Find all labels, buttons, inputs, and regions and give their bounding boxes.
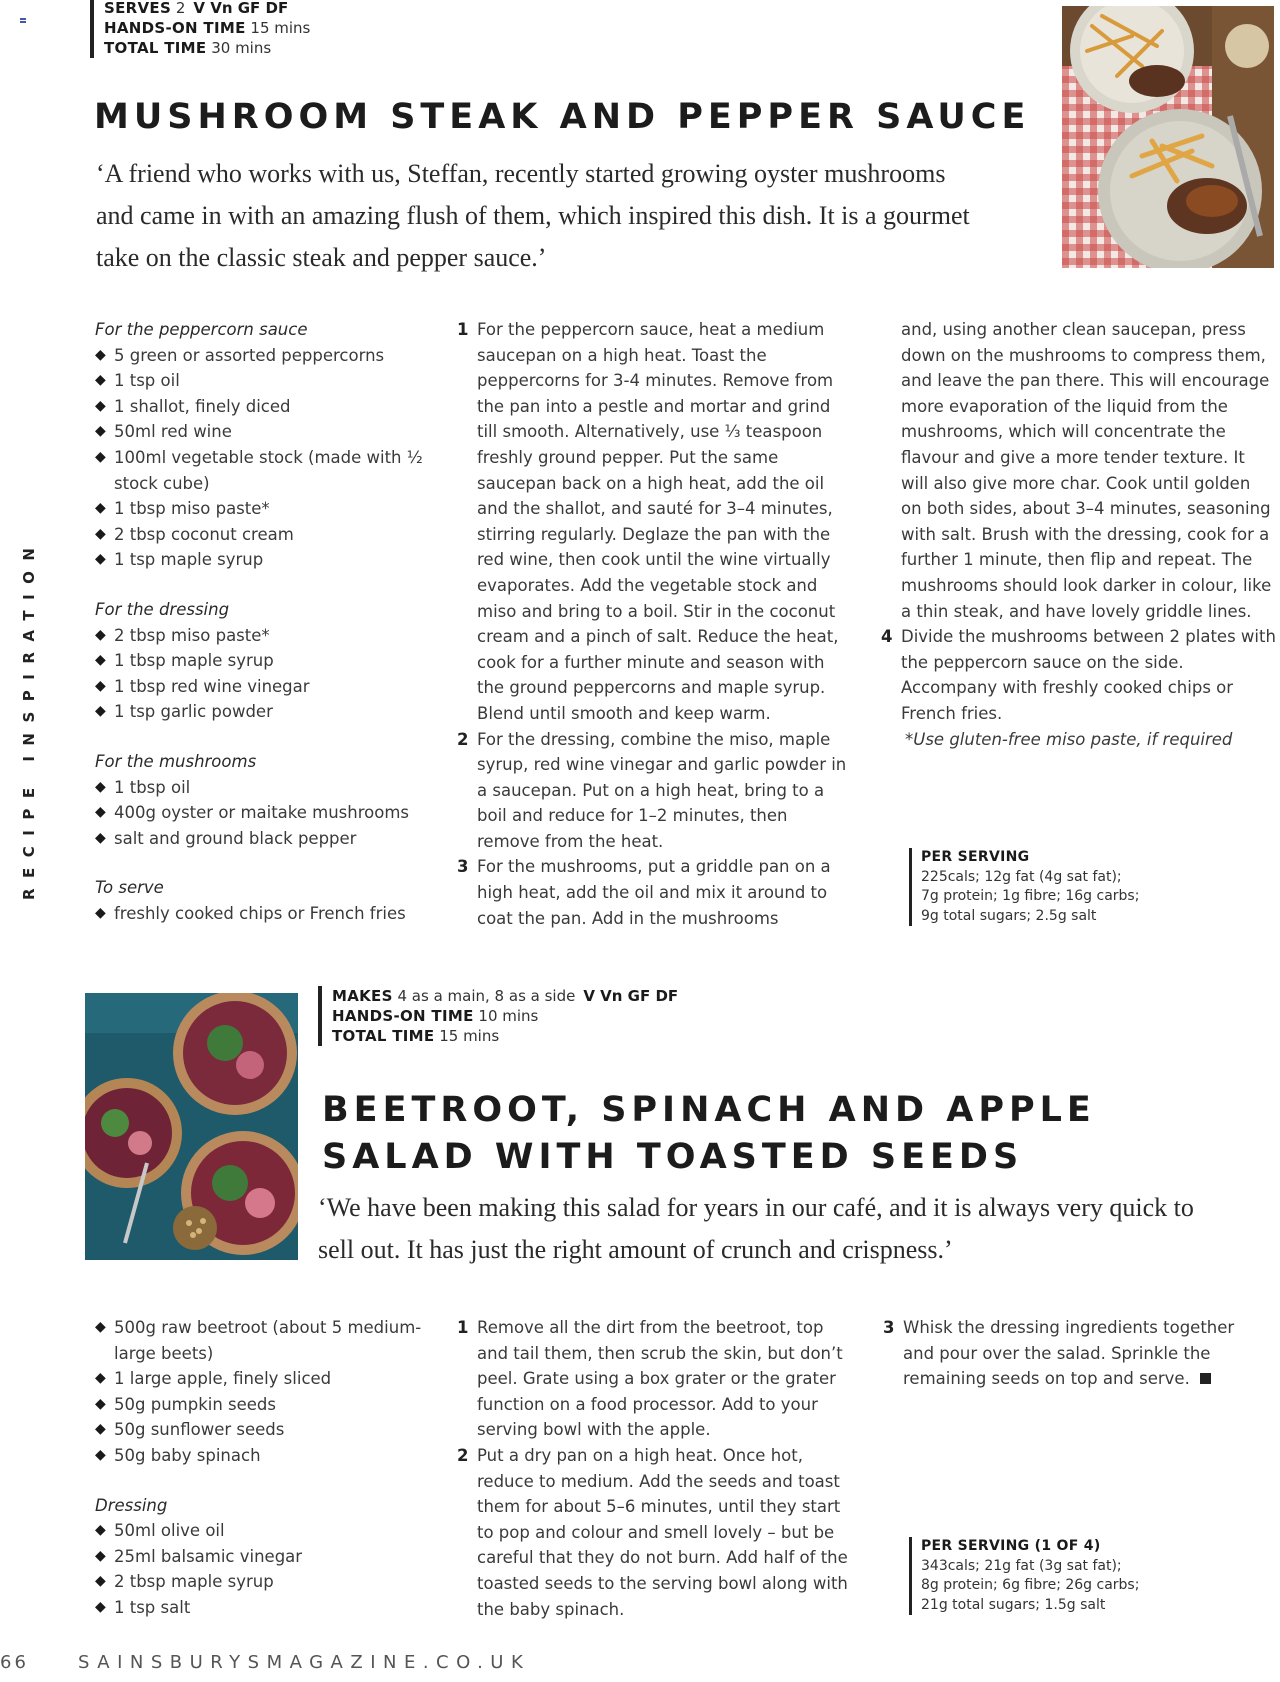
ingredient-item: ◆ 1 tsp salt xyxy=(95,1595,435,1621)
method-step xyxy=(457,1315,852,1443)
method-step xyxy=(457,854,852,931)
recipe2-method xyxy=(457,1315,852,1622)
recipe2-title-line: BEETROOT, SPINACH AND APPLE xyxy=(322,1090,1096,1130)
step-text: For the mushrooms, put a griddle pan on a high heat, add the oil and mix it around to coat the pan. Add in the mushrooms xyxy=(477,857,831,928)
nutrition-line: 21g total sugars; 1.5g salt xyxy=(921,1596,1106,1613)
ingredient-item: ◆ 50g pumpkin seeds xyxy=(95,1392,435,1418)
recipe1-intro: ‘A friend who works with us, Steffan, recently started growing oyster mushrooms and came in with an amazing flush of them, which inspired this dish. It is a gourmet take on the classic steak and pepper sauce.’ xyxy=(96,159,970,272)
ingredient-item: ◆ freshly cooked chips or French fries xyxy=(95,901,435,927)
beetroot-salad-bowls-photo xyxy=(85,993,298,1260)
step-number: 3 xyxy=(457,857,469,877)
recipe-footnote: *Use gluten-free miso paste, if required xyxy=(905,729,1233,749)
ingredient-item: ◆ 400g oyster or maitake mushrooms xyxy=(95,800,435,826)
step-text: For the peppercorn sauce, heat a medium saucepan on a high heat. Toast the peppercorns for 3-4 minutes. Remove from the pan into a pestle and mortar and grind till smooth. Alternatively, use ⅓ teaspoon freshly ground pepper. Put the same saucepan back on a high heat, add the oil and the shallot, and sauté for 3–4 minutes, stirring regularly. Deglaze the pan with the red wine, then cook until the wine virtually evaporates. Add the vegetable stock and miso and bring to a boil. Stir in the coconut cream and a pinch of salt. Reduce the heat, cook for a further minute and season with the ground peppercorns and maple syrup. Blend until smooth and keep warm. xyxy=(477,320,839,723)
recipe2-title xyxy=(322,1087,1096,1181)
recipe2-intro: ‘We have been making this salad for years in our café, and it is always very quick to sell out. It has just the right amount of crunch and crispness.’ xyxy=(318,1193,1194,1264)
ingredient-item: ◆ 5 green or assorted peppercorns xyxy=(95,343,435,369)
step-text: Put a dry pan on a high heat. Once hot, reduce to medium. Add the seeds and toast them for about 5–6 minutes, until they start to pop and colour and smell lovely – but be careful that they do not burn. Add half of the toasted seeds to the serving bowl along with the baby spinach. xyxy=(477,1445,848,1619)
site-url[interactable]: SAINSBURYSMAGAZINE.CO.UK xyxy=(78,1652,531,1673)
step-number: 2 xyxy=(457,1445,469,1465)
nutrition-heading: PER SERVING xyxy=(921,849,1030,865)
ingredient-item: ◆ 1 tsp oil xyxy=(95,368,435,394)
recipe2-ingredients xyxy=(95,1315,435,1645)
ingredient-item: ◆ 1 tsp garlic powder xyxy=(95,699,435,725)
ingredient-group-heading: For the peppercorn sauce xyxy=(95,320,308,339)
ingredient-group-heading: To serve xyxy=(95,878,164,898)
ingredient-item: ◆ 2 tbsp maple syrup xyxy=(95,1569,435,1595)
ingredient-item: ◆ 1 tsp maple syrup xyxy=(95,547,435,573)
recipe1-method-continued xyxy=(881,317,1276,752)
nutrition-line: 7g protein; 1g fibre; 16g carbs; xyxy=(921,888,1140,904)
ingredient-group xyxy=(95,875,435,926)
recipe1-nutrition xyxy=(909,848,1139,926)
step-number: 1 xyxy=(457,1318,469,1337)
nutrition-line: 9g total sugars; 2.5g salt xyxy=(921,907,1097,924)
recipe2-nutrition xyxy=(909,1537,1139,1615)
ingredient-item: ◆ 50ml olive oil xyxy=(95,1518,435,1544)
end-square-icon xyxy=(1200,1373,1211,1384)
method-step xyxy=(881,624,1276,726)
nutrition-line: 225cals; 12g fat (4g sat fat); xyxy=(921,868,1122,885)
method-step xyxy=(883,1315,1263,1392)
recipe1-ingredients xyxy=(95,317,435,950)
nutrition-heading: PER SERVING (1 OF 4) xyxy=(921,1538,1101,1554)
recipe2-title-line: SALAD WITH TOASTED SEEDS xyxy=(322,1137,1024,1177)
corner-mark-icon xyxy=(20,18,26,26)
ingredient-group-heading: For the mushrooms xyxy=(95,751,257,771)
step-number: 4 xyxy=(881,627,893,647)
ingredient-item: ◆ 1 large apple, finely sliced xyxy=(95,1366,435,1392)
recipe1-title: MUSHROOM STEAK AND PEPPER SAUCE xyxy=(94,97,1031,137)
ingredient-group xyxy=(95,1315,435,1469)
ingredient-group xyxy=(95,1493,435,1621)
step-number: 2 xyxy=(457,729,469,749)
method-step xyxy=(457,1443,852,1622)
ingredient-item: ◆ 1 tbsp oil xyxy=(95,775,435,801)
ingredient-item: ◆ 1 tbsp maple syrup xyxy=(95,648,435,674)
mushroom-steak-with-chips-photo xyxy=(1062,6,1274,268)
section-side-label: RECIPE INSPIRATION xyxy=(20,537,38,900)
ingredient-item: ◆ 100ml vegetable stock (made with ½ stock cube) xyxy=(95,445,435,496)
step-text: Whisk the dressing ingredients together and pour over the salad. Sprinkle the remaining seeds on top and serve. xyxy=(903,1318,1235,1389)
ingredient-group xyxy=(95,597,435,725)
ingredient-item: ◆ 50g baby spinach xyxy=(95,1443,435,1469)
step-text: Divide the mushrooms between 2 plates with the peppercorn sauce on the side. Accompany with freshly cooked chips or French fries. xyxy=(901,627,1276,723)
ingredient-item: ◆ 1 shallot, finely diced xyxy=(95,394,435,420)
ingredient-item: ◆ 1 tbsp red wine vinegar xyxy=(95,674,435,700)
ingredient-item: ◆ 1 tbsp miso paste* xyxy=(95,496,435,522)
step-text: For the dressing, combine the miso, maple syrup, red wine vinegar and garlic powder in a saucepan. Put on a high heat, bring to a boil and reduce for 1–2 minutes, then remove from the heat. xyxy=(477,729,847,851)
step-number: 1 xyxy=(457,320,469,339)
ingredient-group-heading: Dressing xyxy=(95,1495,168,1515)
ingredient-item: ◆ 2 tbsp coconut cream xyxy=(95,522,435,548)
ingredient-item: ◆ salt and ground black pepper xyxy=(95,826,435,852)
method-step xyxy=(457,317,852,727)
ingredient-group xyxy=(95,317,435,573)
page-number: 66 xyxy=(0,1652,29,1673)
ingredient-group-heading: For the dressing xyxy=(95,599,230,619)
ingredient-item: ◆ 50ml red wine xyxy=(95,419,435,445)
nutrition-line: 8g protein; 6g fibre; 26g carbs; xyxy=(921,1577,1140,1593)
step-number: 3 xyxy=(883,1318,895,1337)
nutrition-line: 343cals; 21g fat (3g sat fat); xyxy=(921,1557,1122,1574)
ingredient-item: ◆ 25ml balsamic vinegar xyxy=(95,1544,435,1570)
recipe1-meta: SERVES 2 V Vn GF DF HANDS-ON TIME 15 mins TOTAL TIME 30 mins xyxy=(90,0,310,58)
ingredient-item: ◆ 50g sunflower seeds xyxy=(95,1417,435,1443)
ingredient-item: ◆ 500g raw beetroot (about 5 medium-large beets) xyxy=(95,1315,435,1366)
ingredient-item: ◆ 2 tbsp miso paste* xyxy=(95,623,435,649)
method-step xyxy=(457,727,852,855)
ingredient-group xyxy=(95,749,435,851)
step-text: Remove all the dirt from the beetroot, top and tail them, then scrub the skin, but don’t peel. Grate using a box grater or the grater function on a food processor. Add to your serving bowl with the apple. xyxy=(477,1318,843,1440)
recipe2-method-continued xyxy=(883,1315,1263,1392)
step-text-continued: and, using another clean saucepan, press down on the mushrooms to compress them, and leave the pan there. This will encourage more evaporation of the liquid from the mushrooms, which will concentrate the flavour and give a more tender texture. It will also give more char. Cook until golden on both sides, about 3–4 minutes, seasoning with salt. Brush with the dressing, cook for a further 1 minute, then flip and repeat. The mushrooms should look darker in colour, like a thin steak, and have lovely griddle lines. xyxy=(901,320,1272,621)
recipe1-method xyxy=(457,317,852,931)
recipe2-meta: MAKES 4 as a main, 8 as a side V Vn GF DF HANDS-ON TIME 10 mins TOTAL TIME 15 mins xyxy=(318,986,678,1046)
